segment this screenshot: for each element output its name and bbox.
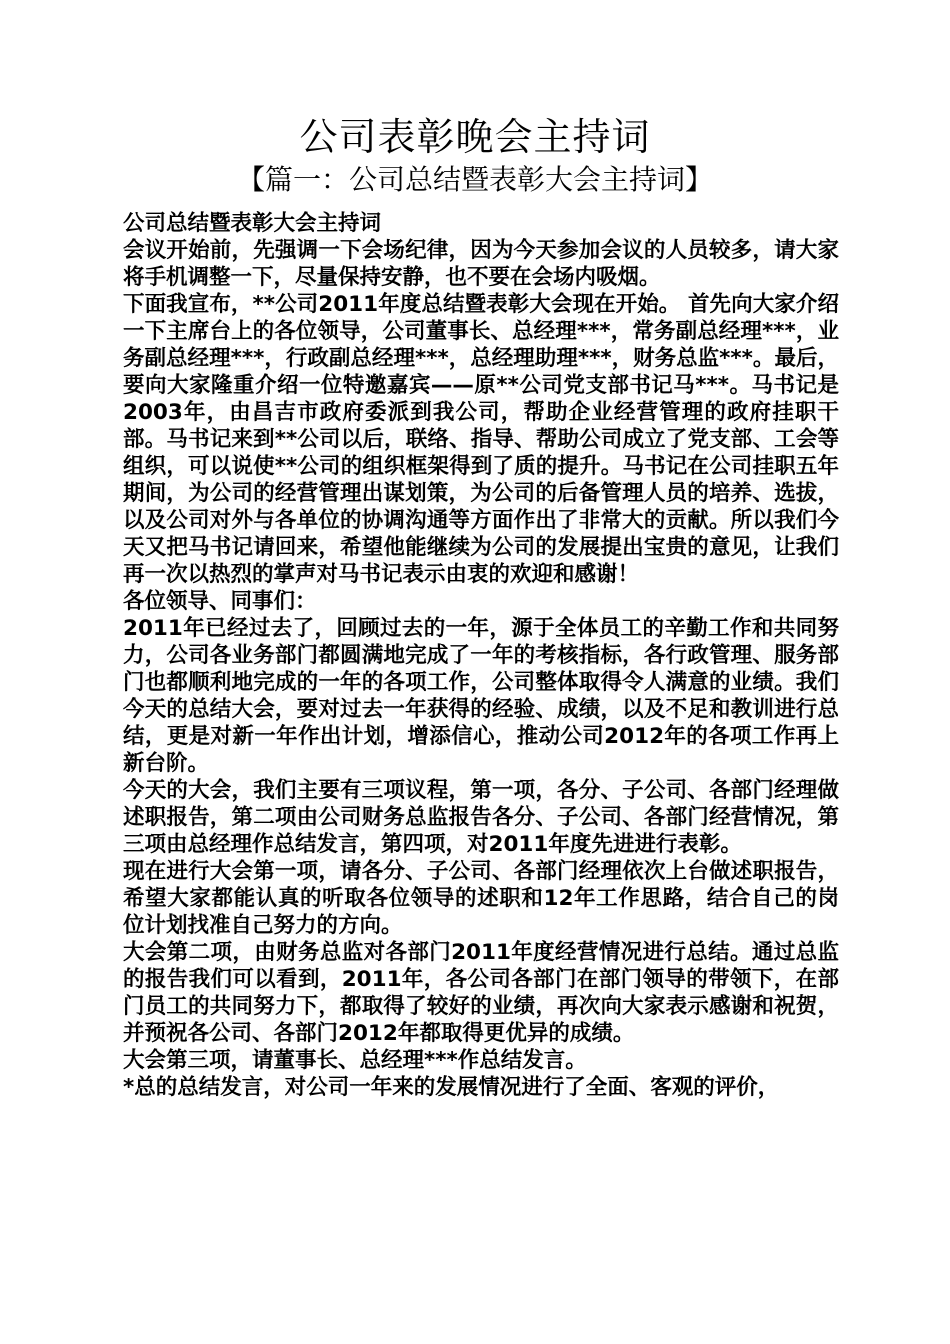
document-subtitle: 【篇一：公司总结暨表彰大会主持词】 bbox=[236, 163, 713, 196]
paragraph: 各位领导、同事们： bbox=[123, 589, 317, 614]
paragraph: 现在进行大会第一项，请各分、子公司、各部门经理依次上台做述职报告，希望大家都能认真的听取各位领导的述职和12年工作思路，结合自己的岗位计划找准自己努力的方向。 bbox=[123, 859, 839, 938]
paragraph: 会议开始前，先强调一下会场纪律，因为今天参加会议的人员较多，请大家将手机调整一下，尽量保持安静，也不要在会场内吸烟。 bbox=[123, 238, 839, 290]
paragraph: 大会第三项，请董事长、总经理***作总结发言。 bbox=[123, 1048, 587, 1073]
paragraph: 今天的大会，我们主要有三项议程，第一项，各分、子公司、各部门经理做述职报告，第二项由公司财务总监报告各分、子公司、各部门经营情况，第三项由总经理作总结发言，第四项，对2011年度先进进行表彰。 bbox=[123, 778, 839, 857]
paragraph: 大会第二项，由财务总监对各部门2011年度经营情况进行总结。通过总监的报告我们可以看到，2011年，各公司各部门在部门领导的带领下，在部门员工的共同努力下，都取得了较好的业绩，再次向大家表示感谢和祝贺，并预祝各公司、各部门2012年都取得更优异的成绩。 bbox=[123, 940, 839, 1046]
document-title: 公司表彰晚会主持词 bbox=[299, 115, 651, 159]
paragraph-heading: 公司总结暨表彰大会主持词 bbox=[123, 211, 382, 236]
paragraph: 下面我宣布，**公司2011年度总结暨表彰大会现在开始。 首先向大家介绍一下主席台上的各位领导，公司董事长、总经理***，常务副总经理***，业务副总经理***，行政副总经理***，总经理助理***，财务总监***。最后，要向大家隆重介绍一位特邀嘉宾——原**公司党支部书记马***。马书记是2003年，由昌吉市政府委派到我公司，帮助企业经营管理的政府挂职干部。马书记来到**公司以后，联络、指导、帮助公司成立了党支部、工会等组织，可以说使**公司的组织框架得到了质的提升。马书记在公司挂职五年期间，为公司的经营管理出谋划策，为公司的后备管理人员的培养、选拔，以及公司对外与各单位的协调沟通等方面作出了非常大的贡献。所以我们今天又把马书记请回来，希望他能继续为公司的发展提出宝贵的意见，让我们再一次以热烈的掌声对马书记表示由衷的欢迎和感谢！ bbox=[123, 292, 839, 587]
paragraph: *总的总结发言，对公司一年来的发展情况进行了全面、客观的评价， bbox=[123, 1075, 780, 1100]
document-body bbox=[117, 210, 839, 1101]
paragraph: 2011年已经过去了，回顾过去的一年，源于全体员工的辛勤工作和共同努力，公司各业务部门都圆满地完成了一年的考核指标，各行政管理、服务部门也都顺利地完成的一年的各项工作，公司整体取得令人满意的业绩。我们今天的总结大会，要对过去一年获得的经验、成绩，以及不足和教训进行总结，更是对新一年作出计划，增添信心，推动公司2012年的各项工作再上新台阶。 bbox=[123, 616, 839, 776]
